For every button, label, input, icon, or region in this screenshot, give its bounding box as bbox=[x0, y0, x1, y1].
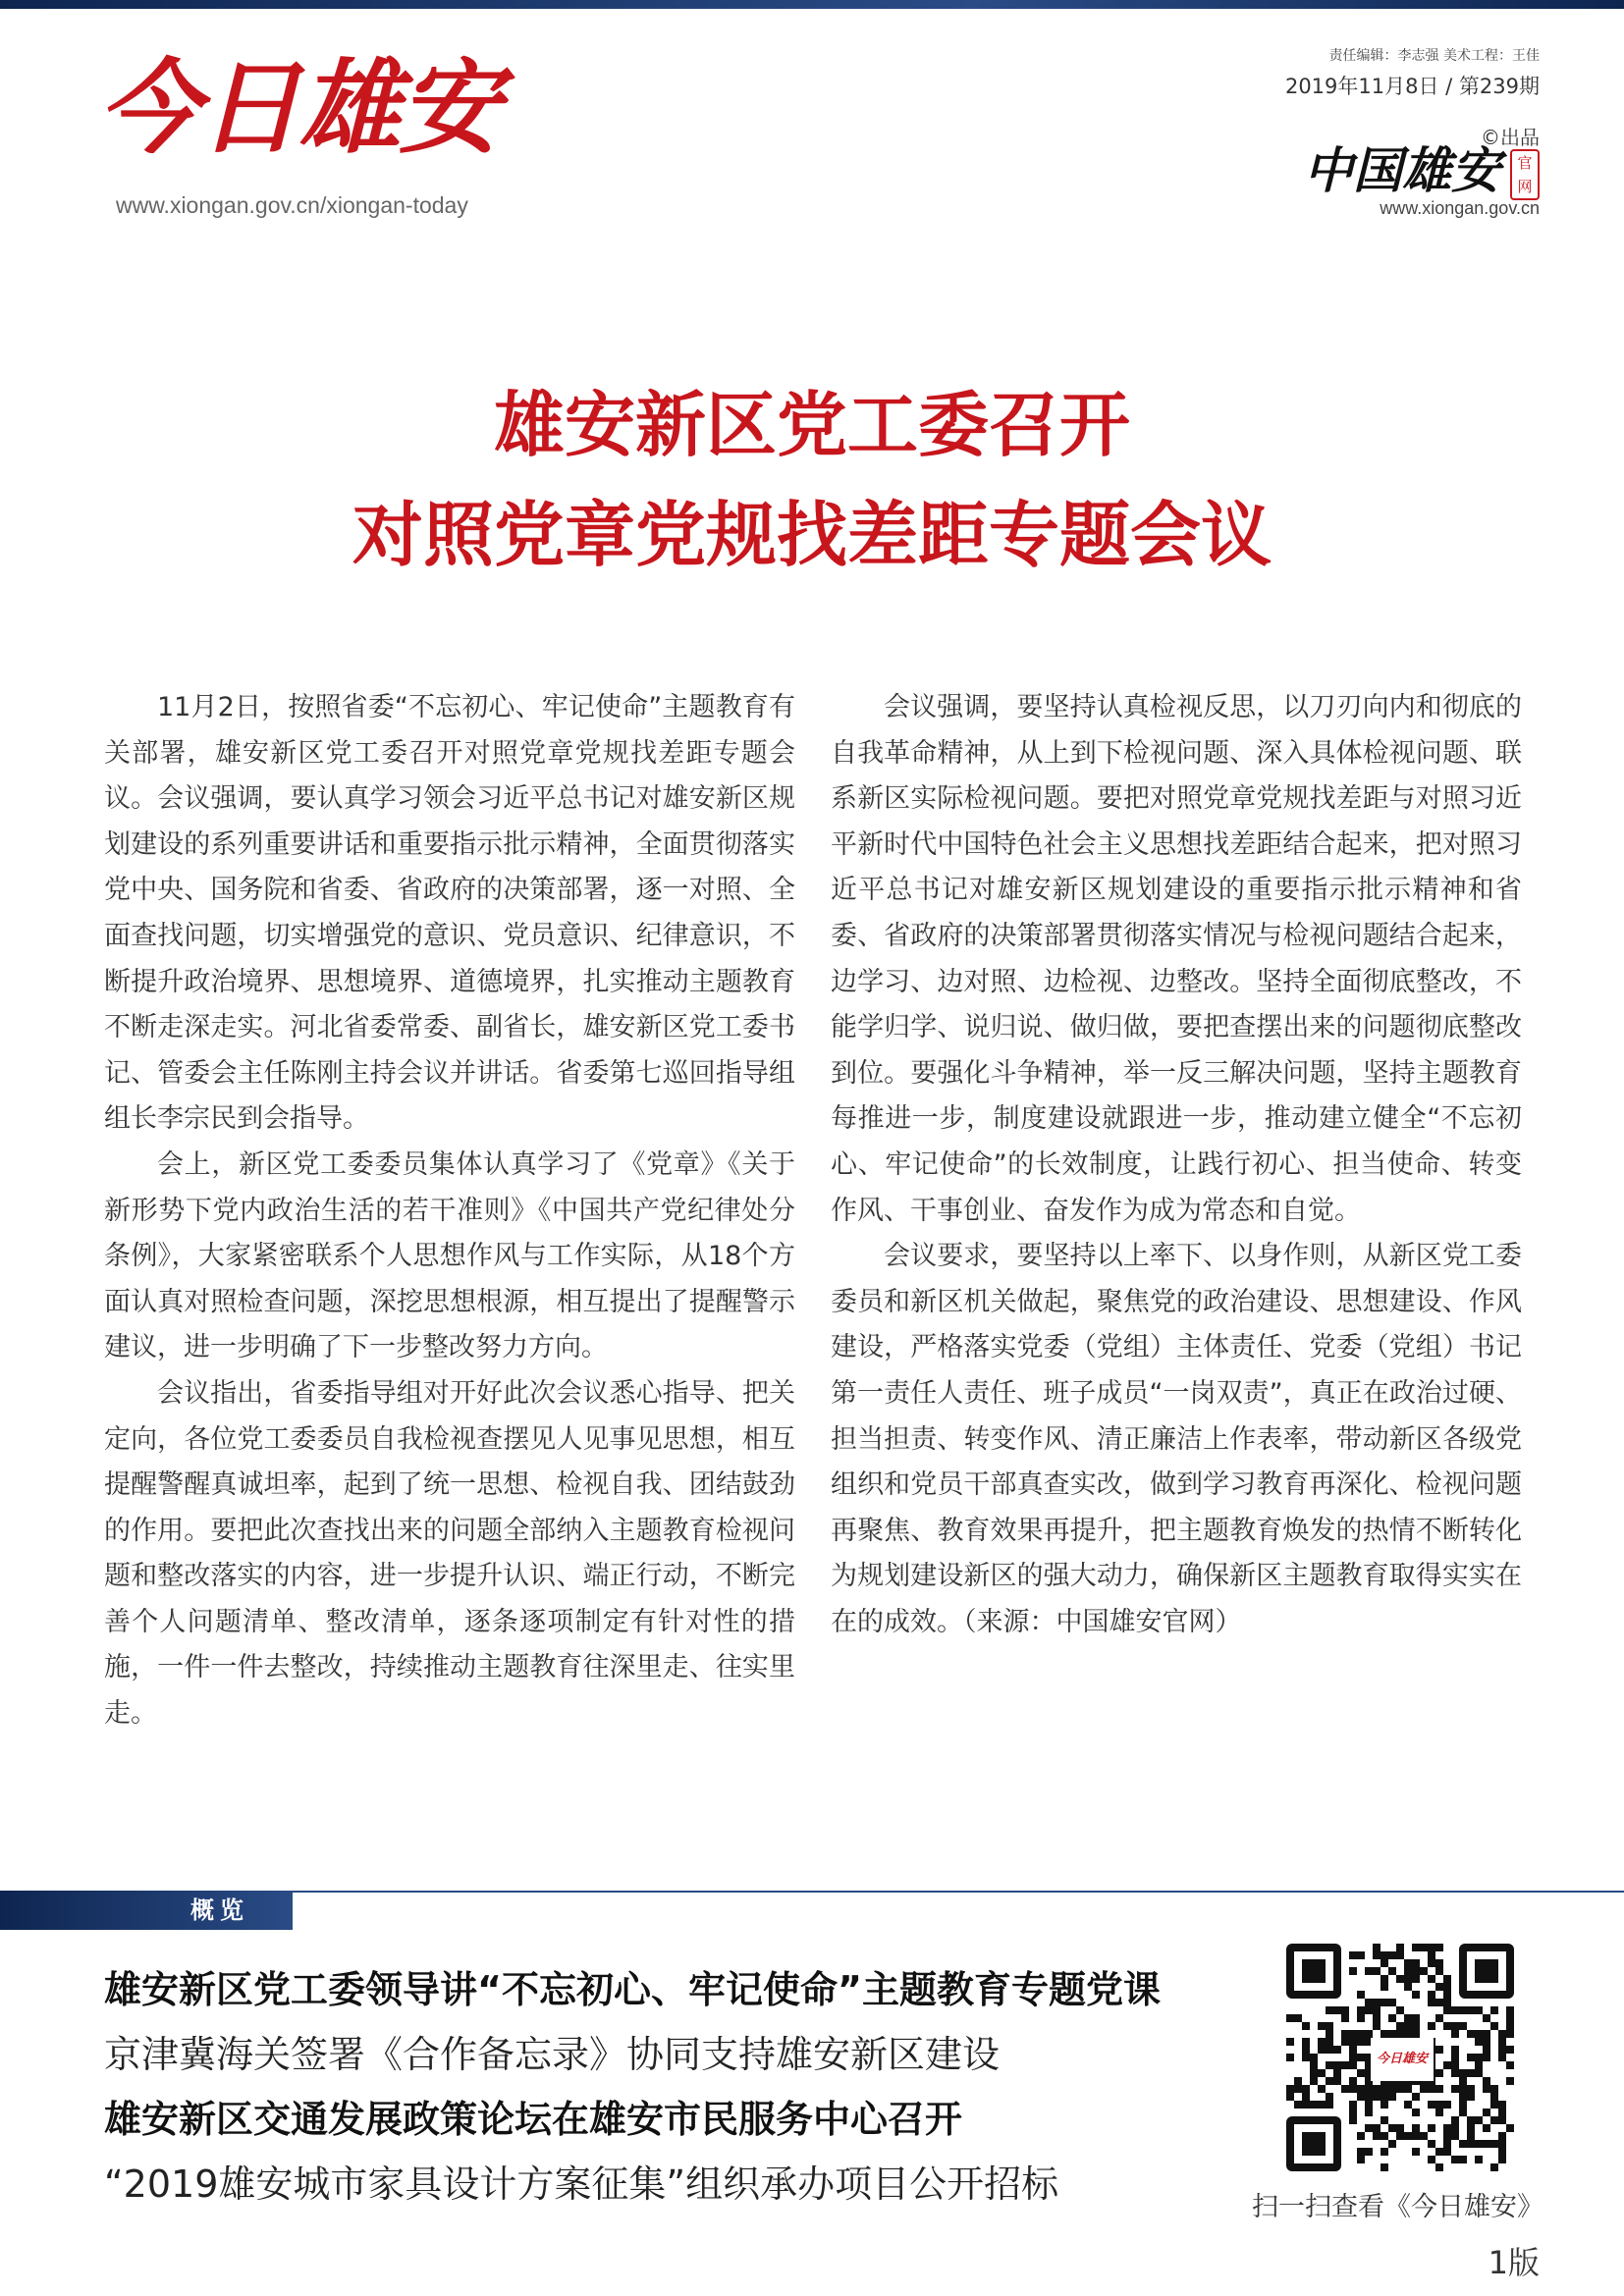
masthead-url: www.xiongan.gov.cn/xiongan-today bbox=[116, 192, 468, 218]
article-paragraph: 11月2日，按照省委“不忘初心、牢记使命”主题教育有关部署，雄安新区党工委召开对照党章党规找差距专题会议。会议强调，要认真学习领会习近平总书记对雄安新区规划建设的系列重要讲话和重要指示批示精神，全面贯彻落实党中央、国务院和省委、省政府的决策部署，逐一对照、全面查找问题，切实增强党的意识、党员意识、纪律意识，不断提升政治境界、思想境界、道德境界，扎实推动主题教育不断走深走实。河北省委常委、副省长，雄安新区党工委书记、管委会主任陈刚主持会议并讲话。省委第七巡回指导组组长李宗民到会指导。 bbox=[104, 692, 795, 1135]
brand-seal: 官网 bbox=[1510, 149, 1540, 200]
qr-center-logo: 今日雄安 bbox=[1371, 2038, 1434, 2081]
brand-logo bbox=[1304, 143, 1540, 198]
overview-item[interactable]: “2019雄安城市家具设计方案征集”组织承办项目公开招标 bbox=[104, 2163, 1059, 2206]
article-paragraph: 会议强调，要坚持认真检视反思，以刀刃向内和彻底的自我革命精神，从上到下检视问题、深入具体检视问题、联系新区实际检视问题。要把对照党章党规找差距与对照习近平新时代中国特色社会主义思想找差距结合起来，把对照习近平总书记对雄安新区规划建设的重要指示批示精神和省委、省政府的决策部署贯彻落实情况与检视问题结合起来，边学习、边对照、边检视、边整改。坚持全面彻底整改，不能学归学、说归说、做归做，要把查摆出来的问题彻底整改到位。要强化斗争精神，举一反三解决问题，坚持主题教育每推进一步，制度建设就跟进一步，推动建立健全“不忘初心、牢记使命”的长效制度，让践行初心、担当使命、转变作风、干事创业、奋发作为成为常态和自觉。 bbox=[831, 692, 1522, 1226]
article-paragraph: 会议指出，省委指导组对开好此次会议悉心指导、把关定向，各位党工委委员自我检视查摆见人见事见思想，相互提醒警醒真诚坦率，起到了统一思想、检视自我、团结鼓劲的作用。要把此次查找出来的问题全部纳入主题教育检视问题和整改落实的内容，进一步提升认识、端正行动，不断完善个人问题清单、整改清单，逐条逐项制定有针对性的措施，一件一件去整改，持续推动主题教育往深里走、往实里走。 bbox=[104, 1377, 795, 1730]
overview-item[interactable]: 京津冀海关签署《合作备忘录》协同支持雄安新区建设 bbox=[104, 2033, 1001, 2076]
qr-code[interactable] bbox=[1286, 1944, 1514, 2171]
editors-credit: 责任编辑：李志强 美术工程：王佳 bbox=[1328, 48, 1540, 64]
masthead-logo-text: 今日雄安 bbox=[98, 47, 500, 168]
headline-line-1: 雄安新区党工委召开 bbox=[493, 383, 1130, 466]
publisher-mark: ©出品 bbox=[1481, 126, 1540, 149]
overview-tab: 概览 bbox=[0, 1891, 293, 1930]
brand-url: www.xiongan.gov.cn bbox=[1380, 198, 1540, 218]
headline-line-2: 对照党章党规找差距专题会议 bbox=[352, 493, 1272, 576]
page-number: 1版 bbox=[1488, 2244, 1540, 2281]
masthead-logo bbox=[98, 49, 530, 187]
top-color-bar bbox=[0, 0, 1624, 9]
brand-name: 中国雄安 bbox=[1304, 141, 1500, 199]
article-column-left bbox=[104, 685, 795, 1737]
overview-item[interactable]: 雄安新区党工委领导讲“不忘初心、牢记使命”主题教育专题党课 bbox=[104, 1968, 1161, 2011]
overview-item[interactable]: 雄安新区交通发展政策论坛在雄安市民服务中心召开 bbox=[104, 2098, 963, 2141]
issue-date: 2019年11月8日 / 第239期 bbox=[1284, 75, 1540, 98]
article-paragraph: 会上，新区党工委委员集体认真学习了《党章》《关于新形势下党内政治生活的若干准则》《中国共产党纪律处分条例》，大家紧密联系个人思想作风与工作实际，从18个方面认真对照检查问题，深挖思想根源，相互提出了提醒警示建议，进一步明确了下一步整改努力方向。 bbox=[104, 1148, 795, 1363]
article-paragraph: 会议要求，要坚持以上率下、以身作则，从新区党工委委员和新区机关做起，聚焦党的政治建设、思想建设、作风建设，严格落实党委（党组）主体责任、党委（党组）书记第一责任人责任、班子成员“一岗双责”，真正在政治过硬、担当担责、转变作风、清正廉洁上作表率，带动新区各级党组织和党员干部真查实改，做到学习教育再深化、检视问题再聚焦、教育效果再提升，把主题教育焕发的热情不断转化为规划建设新区的强大动力，确保新区主题教育取得实实在在的成效。（来源：中国雄安官网） bbox=[831, 1241, 1522, 1637]
qr-caption: 扫一扫查看《今日雄安》 bbox=[1252, 2192, 1543, 2222]
article-column-right bbox=[831, 685, 1522, 1645]
